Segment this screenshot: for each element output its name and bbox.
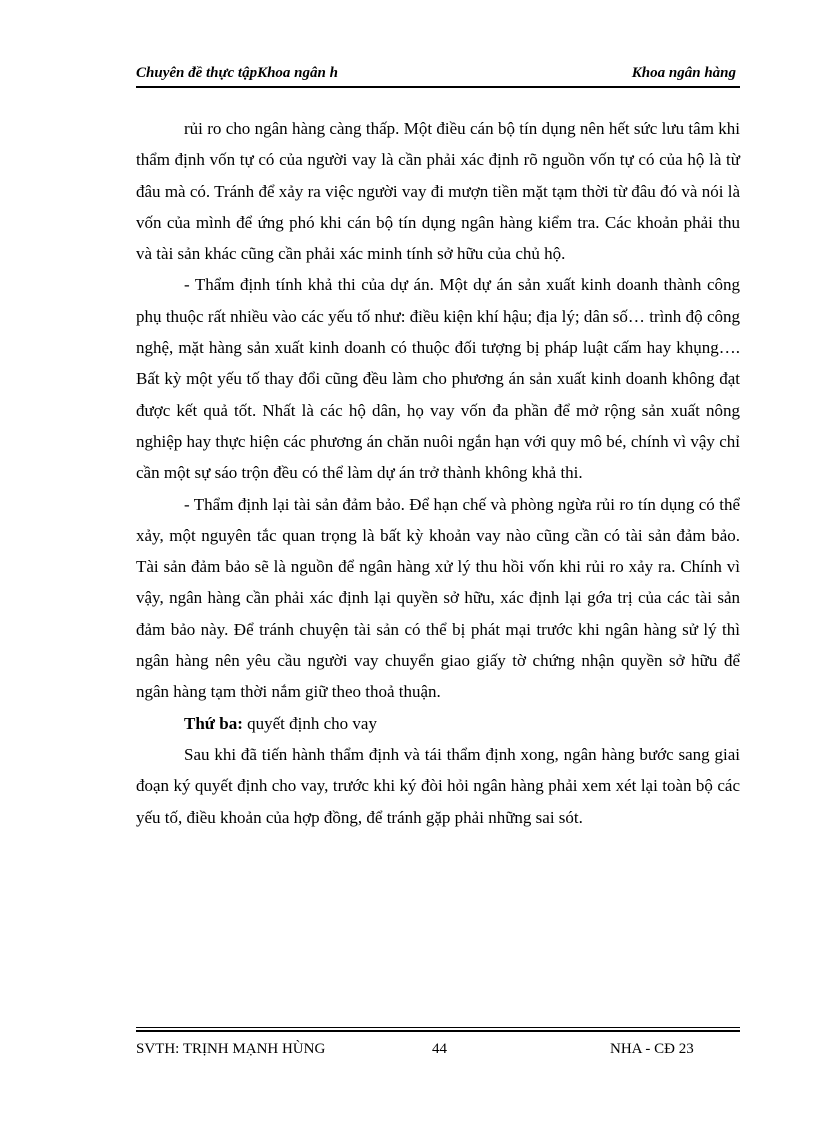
footer-divider-thick bbox=[136, 1030, 740, 1032]
header-divider bbox=[136, 86, 740, 88]
paragraph-1: rủi ro cho ngân hàng càng thấp. Một điều cán bộ tín dụng nên hết sức lưu tâm khi thẩm định vốn tự có của người vay là cần phải xác định rõ nguồn vốn tự có của hộ là từ đâu mà có. Tránh để xảy ra việc người vay đi mượn tiền mặt tạm thời từ đâu đó và nói là vốn của mình để ứng phó khi cán bộ tín dụng ngân hàng kiểm tra. Các khoản phải thu và tài sản khác cũng cần phải xác minh tính sở hữu của chủ hộ. bbox=[136, 119, 740, 264]
header-left-text: Chuyên đề thực tậpKhoa ngân h bbox=[136, 65, 338, 81]
section-label: Thứ ba: bbox=[184, 713, 243, 733]
paragraph-4 bbox=[136, 708, 740, 739]
paragraph-3: - Thẩm định lại tài sản đảm bảo. Để hạn chế và phòng ngừa rủi ro tín dụng có thể xảy, một nguyên tắc quan trọng là bất kỳ khoản vay nào cũng cần có tài sản đảm bảo. Tài sản đảm bảo sẽ là nguồn để ngân hàng xử lý thu hồi vốn khi rủi ro xảy ra. Chính vì vậy, ngân hàng cần phải xác định lại quyền sở hữu, xác định lại gớa trị của các tài sản đảm bảo này. Để tránh chuyện tài sản có thể bị phát mại trước khi ngân hàng sử lý thì ngân hàng nên yêu cầu người vay chuyển giao giấy tờ chứng nhận quyền sở hữu để ngân hàng tạm thời nắm giữ theo thoả thuận. bbox=[136, 494, 740, 702]
footer-divider-thin bbox=[136, 1027, 740, 1028]
header-right-text: Khoa ngân hàng bbox=[631, 65, 736, 81]
footer-author: SVTH: TRỊNH MẠNH HÙNG bbox=[136, 1041, 326, 1057]
page-header bbox=[136, 63, 736, 85]
paragraph-5: Sau khi đã tiến hành thẩm định và tái thẩm định xong, ngân hàng bước sang giai đoạn ký quyết định cho vay, trước khi ký đòi hỏi ngân hàng phải xem xét lại toàn bộ các yếu tố, điều khoản của hợp đồng, để tránh gặp phải những sai sót. bbox=[136, 744, 740, 827]
document-body bbox=[136, 113, 740, 833]
footer-class: NHA - CĐ 23 bbox=[610, 1041, 694, 1057]
section-title: quyết định cho vay bbox=[242, 713, 377, 733]
page-number: 44 bbox=[432, 1041, 447, 1057]
page-footer bbox=[136, 1041, 740, 1065]
paragraph-2: - Thẩm định tính khả thi của dự án. Một dự án sản xuất kinh doanh thành công phụ thuộc rất nhiều vào các yếu tố như: điều kiện khí hậu; địa lý; dân số… trình độ công nghệ, mặt hàng sản xuất kinh doanh có thuộc đối tượng bị pháp luật cấm hay khụng…. Bất kỳ một yếu tố thay đổi cũng đều làm cho phương án sản xuất kinh doanh không đạt được kết quả tốt. Nhất là các hộ dân, họ vay vốn đa phần để mở rộng sản xuất nông nghiệp hay thực hiện các phương án chăn nuôi ngắn hạn với quy mô bé, chính vì vậy chỉ cần một sự sáo trộn đều có thể làm dự án trở thành không khả thi. bbox=[136, 275, 740, 483]
